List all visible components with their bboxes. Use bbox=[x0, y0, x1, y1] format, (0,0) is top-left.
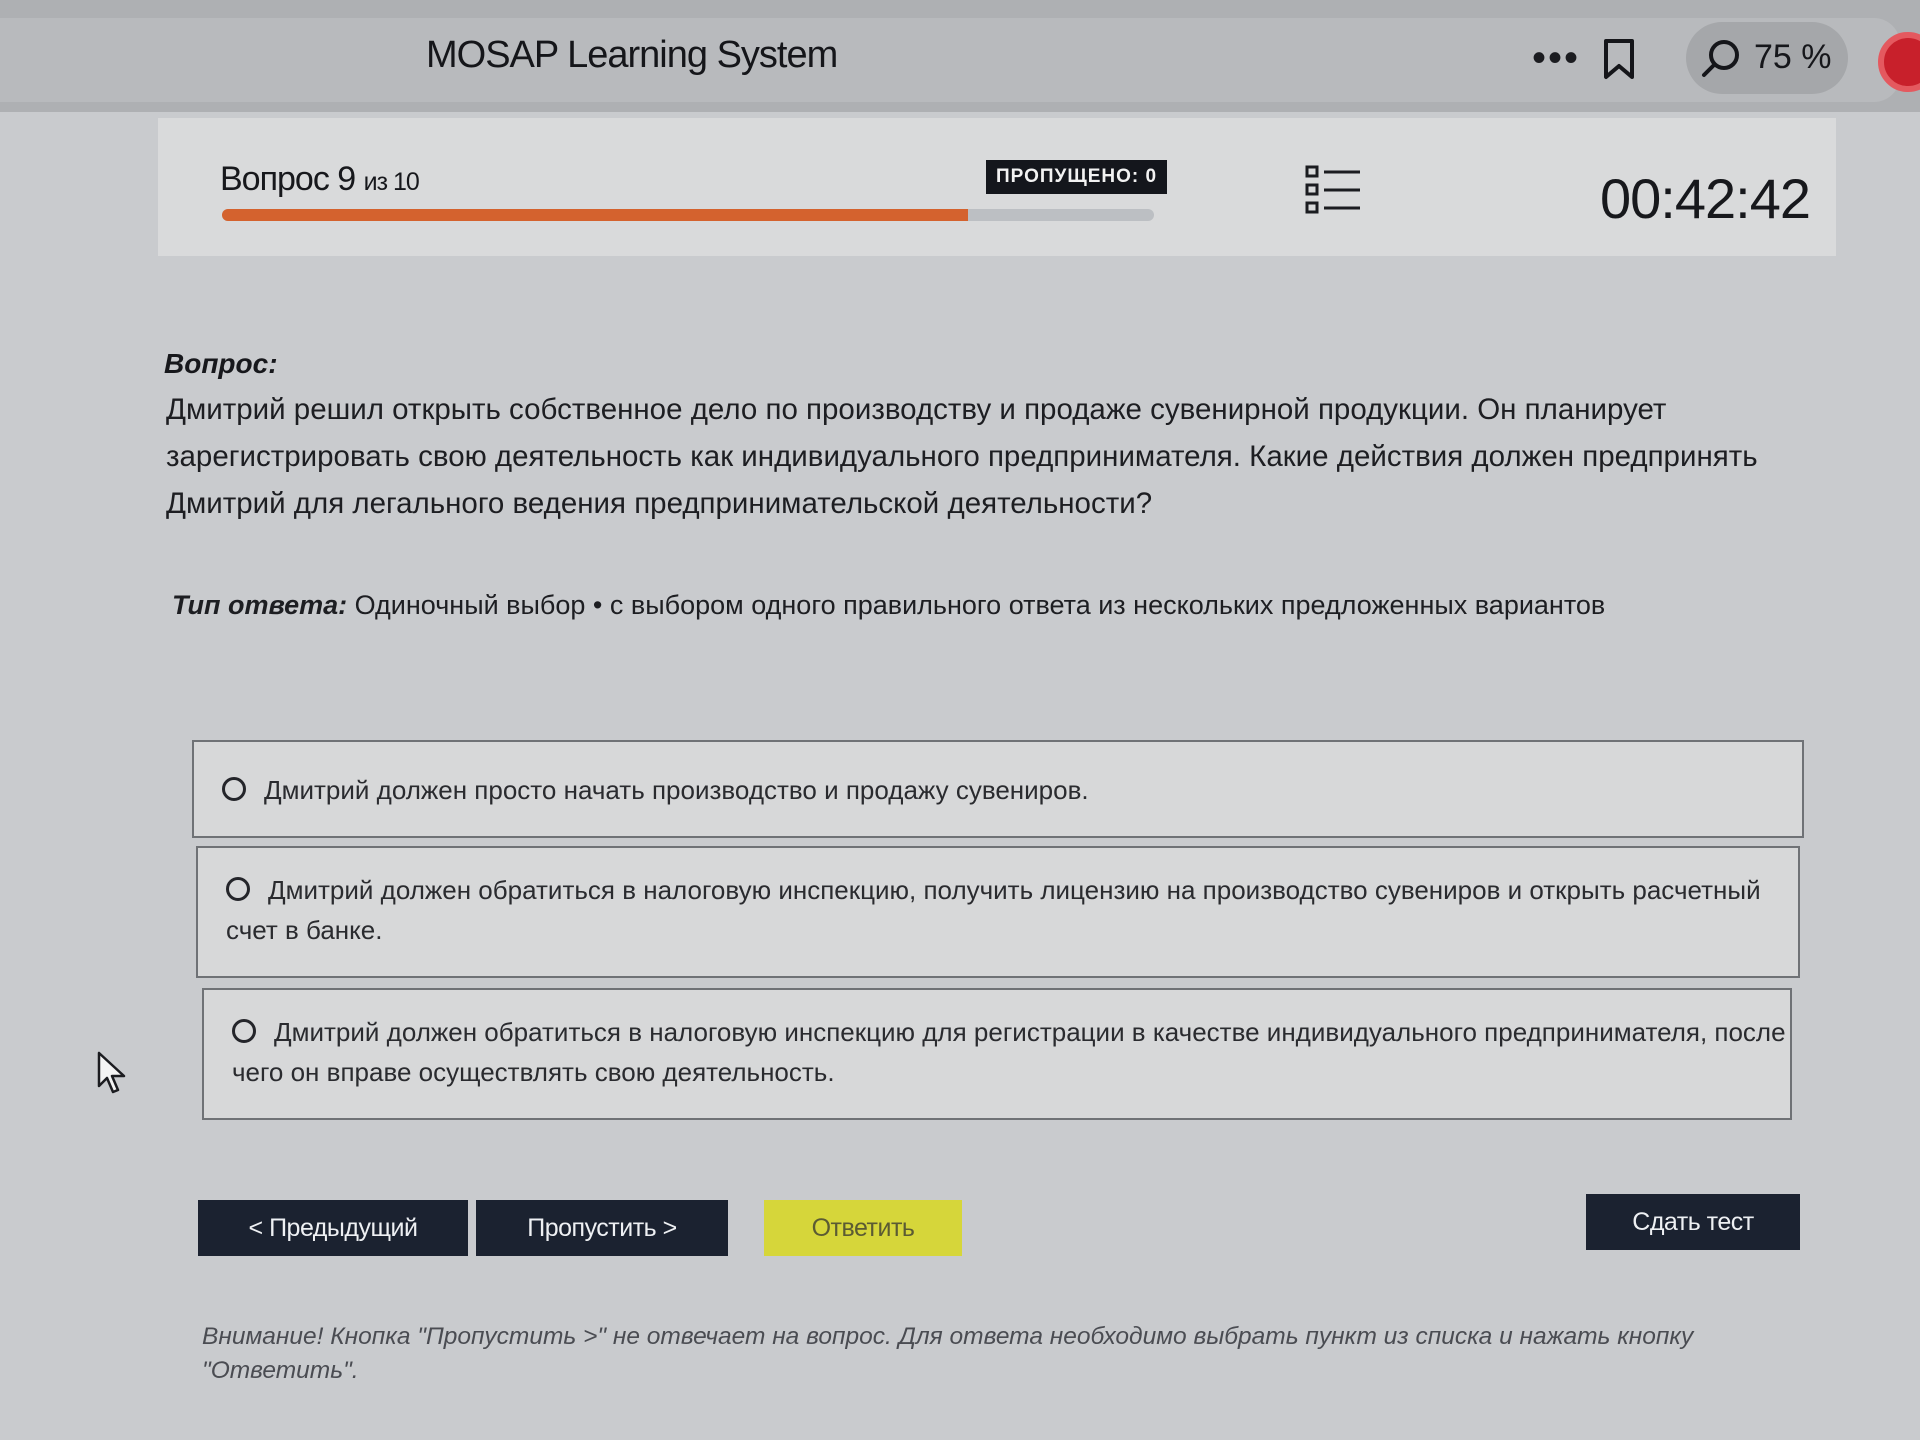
skipped-badge: ПРОПУЩЕНО: 0 bbox=[986, 160, 1167, 194]
question-total: из 10 bbox=[363, 168, 419, 196]
option-text: Дмитрий должен обратиться в налоговую инспекцию, получить лицензию на производство сувениров и открыть расчетный счет в банке. bbox=[226, 875, 1761, 945]
question-counter bbox=[220, 160, 419, 199]
answer-button[interactable]: Ответить bbox=[764, 1200, 962, 1256]
search-chat-icon[interactable] bbox=[1700, 38, 1742, 78]
mouse-cursor-icon bbox=[96, 1050, 132, 1096]
question-list-icon[interactable] bbox=[1304, 164, 1362, 216]
radio-icon[interactable] bbox=[226, 877, 250, 901]
radio-icon[interactable] bbox=[222, 777, 246, 801]
answer-option-1[interactable] bbox=[192, 740, 1804, 838]
bookmark-icon[interactable] bbox=[1602, 38, 1636, 80]
question-label: Вопрос: bbox=[164, 348, 278, 379]
option-text: Дмитрий должен обратиться в налоговую инспекцию для регистрации в качестве индивидуального предпринимателя, после чего он вправе осуществлять свою деятельность. bbox=[232, 1017, 1786, 1087]
question-text: Дмитрий решил открыть собственное дело по производству и продаже сувенирной продукции. Он планирует зарегистрировать свою деятельность как индивидуального предпринимателя. Какие действия должен предпринять Дмитрий для легального ведения предпринимательской деятельности? bbox=[166, 393, 1758, 520]
skip-button[interactable]: Пропустить > bbox=[476, 1200, 728, 1256]
answer-type-value: Одиночный выбор • с выбором одного правильного ответа из нескольких предложенных вариантов bbox=[354, 590, 1606, 620]
timer: 00:42:42 bbox=[1600, 167, 1810, 230]
app-title: MOSAP Learning System bbox=[426, 34, 838, 76]
zoom-level: 75 % bbox=[1754, 38, 1832, 76]
radio-icon[interactable] bbox=[232, 1019, 256, 1043]
question-number: 9 bbox=[337, 160, 356, 198]
warning-note: Внимание! Кнопка "Пропустить >" не отвечает на вопрос. Для ответа необходимо выбрать пункт из списка и нажать кнопку "Ответить". bbox=[202, 1323, 1694, 1384]
answer-type bbox=[172, 590, 1605, 621]
progress-bar bbox=[222, 209, 1154, 221]
more-icon[interactable]: ••• bbox=[1532, 36, 1581, 80]
previous-button[interactable]: < Предыдущий bbox=[198, 1200, 468, 1256]
answer-option-2[interactable] bbox=[196, 846, 1800, 978]
progress-fill bbox=[222, 209, 968, 221]
submit-test-button[interactable]: Сдать тест bbox=[1586, 1194, 1800, 1250]
answer-type-label: Тип ответа: bbox=[172, 590, 348, 620]
answer-option-3[interactable] bbox=[202, 988, 1792, 1120]
option-text: Дмитрий должен просто начать производство и продажу сувениров. bbox=[264, 775, 1089, 805]
question-word: Вопрос bbox=[220, 160, 329, 198]
